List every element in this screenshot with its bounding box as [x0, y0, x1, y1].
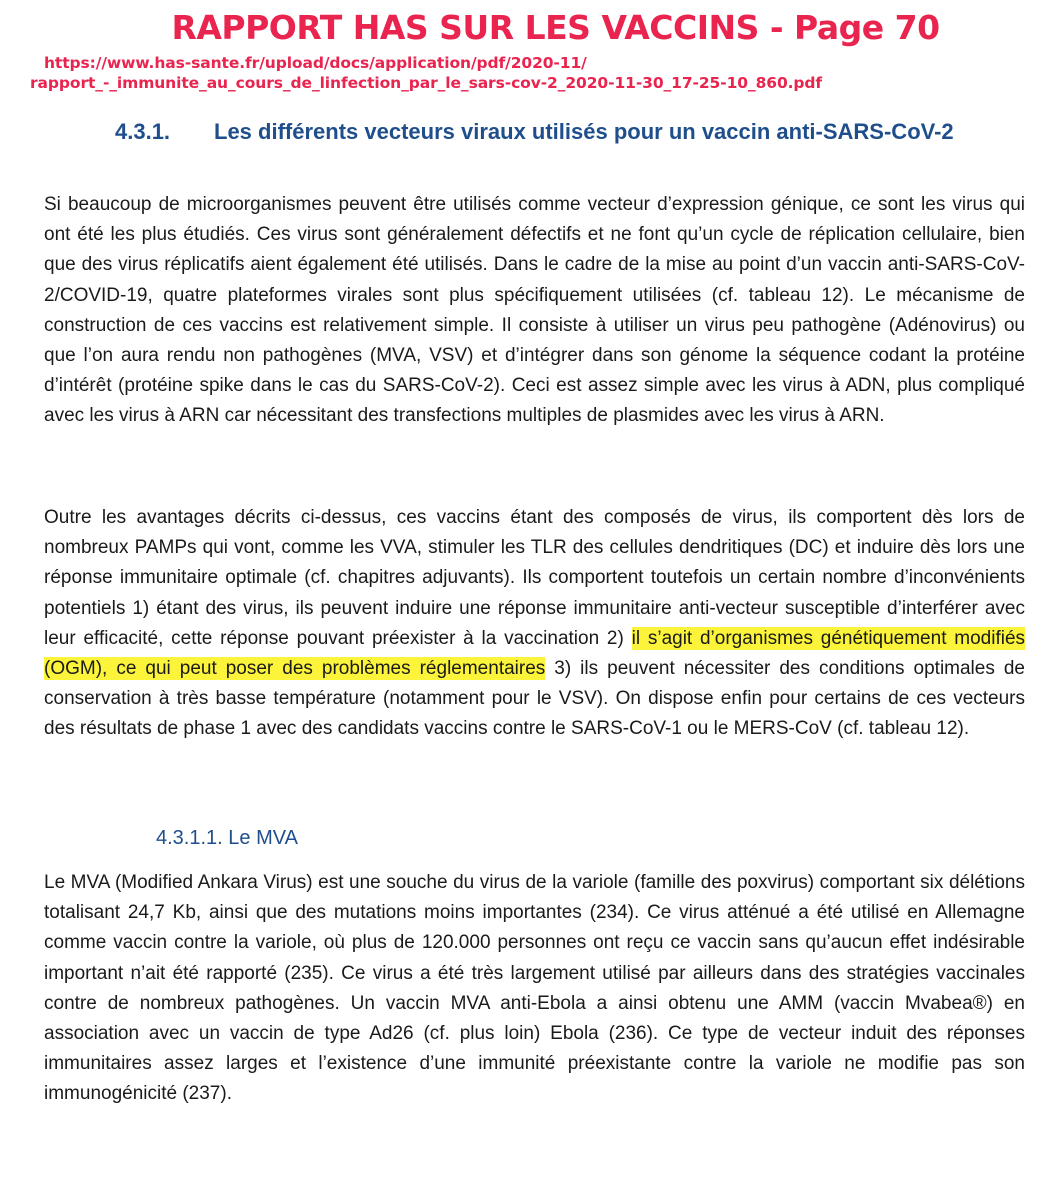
section-title: Les différents vecteurs viraux utilisés pour un vaccin anti-SARS-CoV-2 [214, 119, 954, 144]
source-url[interactable] [30, 53, 822, 93]
paragraph-mva: Le MVA (Modified Ankara Virus) est une souche du virus de la variole (famille des poxvirus) comportant six délétions totalisant 24,7 Kb, ainsi que des mutations moins importantes (234). Ce virus atténué a été utilisé en Allemagne comme vaccin contre la variole, où plus de 120.000 personnes ont reçu ce vaccin sans qu’aucun effet indésirable important n’ait été rapporté (235). Ce virus a été très largement utilisé par ailleurs dans des stratégies vaccinales contre de nombreux pathogènes. Un vaccin MVA anti-Ebola a ainsi obtenu une AMM (vaccin Mvabea®) en association avec un vaccin de type Ad26 (cf. plus loin) Ebola (236). Ce type de vecteur induit des réponses immunitaires assez larges et l’existence d’une immunité préexistante contre la variole ne modifie pas son immunogénicité (237). [44, 872, 1025, 1105]
source-url-line-2[interactable]: rapport_-_immunite_au_cours_de_linfection_par_le_sars-cov-2_2020-11-30_17-25-10_860.pdf [30, 74, 823, 92]
banner-title: RAPPORT HAS SUR LES VACCINS - Page 70 [171, 8, 940, 47]
subsection-heading-mva: 4.3.1.1. Le MVA [156, 827, 298, 849]
paragraph-vectors-intro: Si beaucoup de microorganismes peuvent être utilisés comme vecteur d’expression génique, ce sont les virus qui ont été les plus étudiés. Ces virus sont généralement défectifs et ne font qu’un cycle de réplication cellulaire, bien que des virus réplicatifs aient également été utilisés. Dans le cadre de la mise au point d’un vaccin anti-SARS-CoV-2/COVID-19, quatre plateformes virales sont plus spécifiquement utilisées (cf. tableau 12). Le mécanisme de construction de ces vaccins est relativement simple. Il consiste à utiliser un virus peu pathogène (Adénovirus) ou que l’on aura rendu non pathogènes (MVA, VSV) et d’intégrer dans son génome la séquence codant la protéine d’intérêt (protéine spike dans le cas du SARS-CoV-2). Ceci est assez simple avec les virus à ADN, plus compliqué avec les virus à ARN car nécessitant des transfections multiples de plasmides avec les virus à ARN. [44, 194, 1025, 427]
paragraph-text-before-highlight: Outre les avantages décrits ci-dessus, ces vaccins étant des composés de virus, ils comportent dès lors de nombreux PAMPs qui vont, comme les VVA, stimuler les TLR des cellules dendritiques (DC) et induire dès lors une réponse immunitaire optimale (cf. chapitres adjuvants). Ils comportent toutefois un certain nombre d’inconvénients potentiels 1) étant des virus, ils peuvent induire une réponse immunitaire anti-vecteur susceptible d’interférer avec leur efficacité, cette réponse pouvant préexister à la vaccination 2) [44, 507, 1025, 649]
highlighted-ogm-text: il s’agit d’organismes génétiquement modifiés (OGM), ce qui peut poser des problèmes réglementaires [44, 627, 1026, 680]
source-url-line-1[interactable]: https://www.has-sante.fr/upload/docs/application/pdf/2020-11/ [44, 54, 587, 72]
paragraph-vectors-advantages [44, 503, 1025, 745]
section-number: 4.3.1. [115, 119, 171, 144]
paragraph-text-after-highlight: 3) ils peuvent nécessiter des conditions optimales de conservation à très basse température (notamment pour le VSV). On dispose enfin pour certains de ces vecteurs des résultats de phase 1 avec des candidats vaccins contre le SARS-CoV-1 ou le MERS-CoV (cf. tableau 12). [44, 658, 1025, 740]
